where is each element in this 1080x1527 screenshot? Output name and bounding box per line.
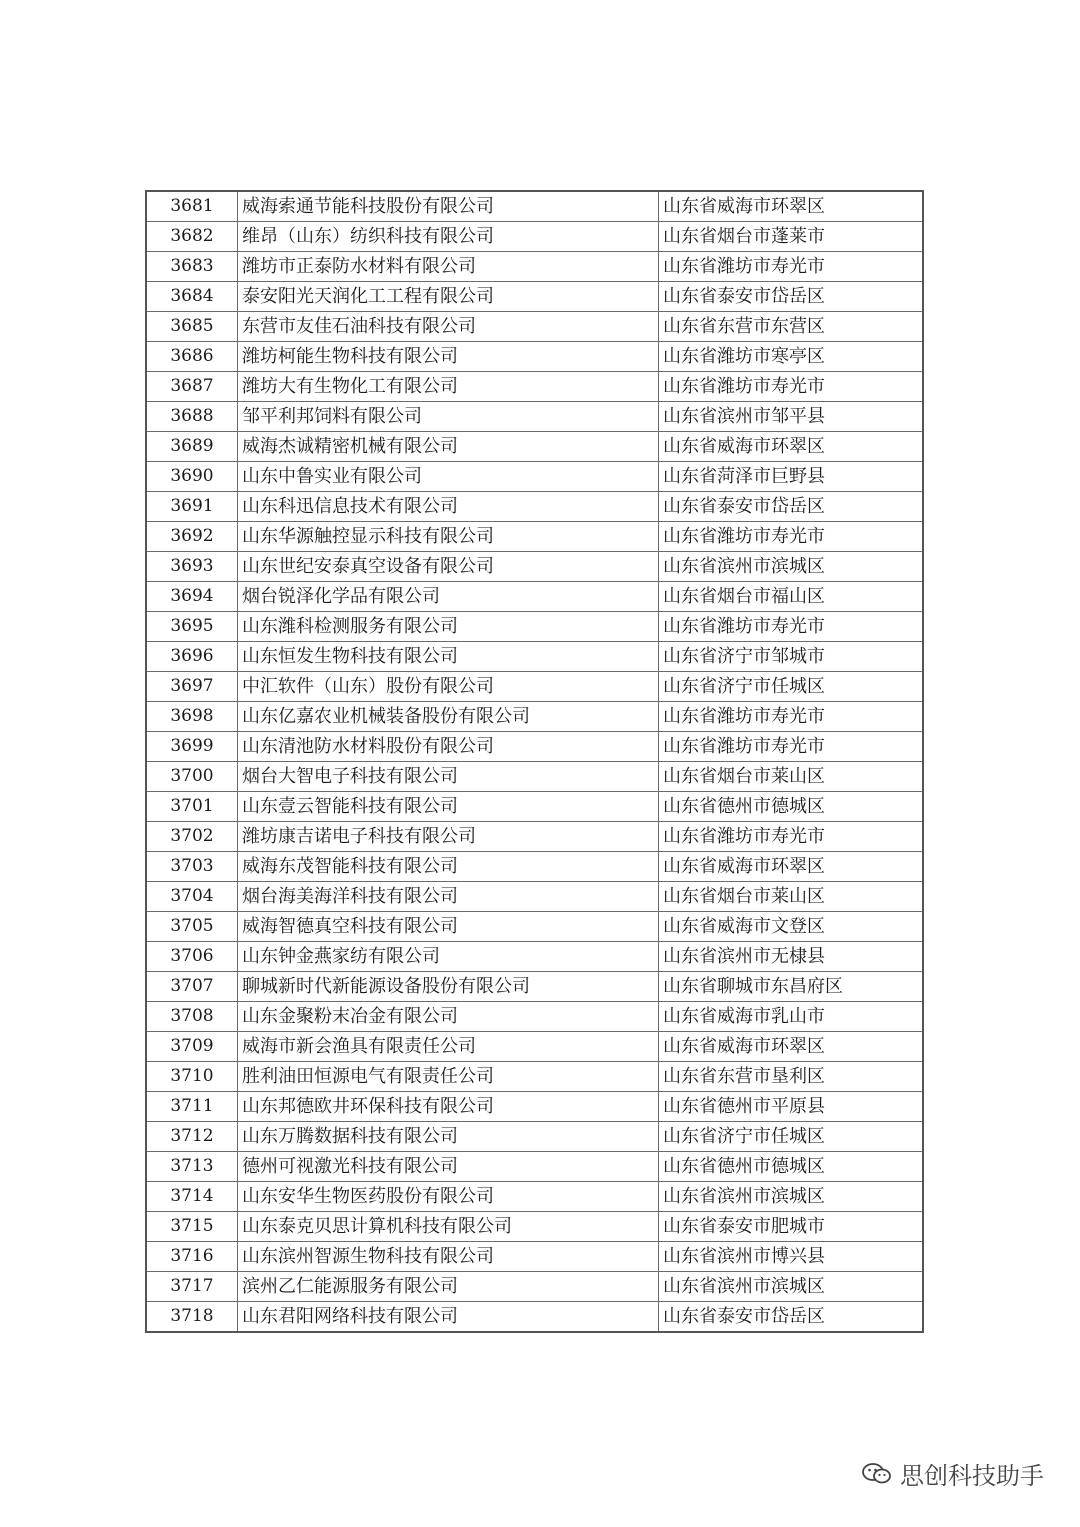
watermark: [862, 1456, 1044, 1491]
company-location: 山东省威海市文登区: [659, 912, 924, 942]
row-number: 3693: [146, 552, 238, 582]
company-name: 德州可视激光科技有限公司: [238, 1152, 659, 1182]
table-row: [146, 432, 923, 462]
company-location: 山东省泰安市岱岳区: [659, 282, 924, 312]
company-name: 维昂（山东）纺织科技有限公司: [238, 222, 659, 252]
company-location: 山东省烟台市莱山区: [659, 762, 924, 792]
row-number: 3689: [146, 432, 238, 462]
company-location: 山东省滨州市无棣县: [659, 942, 924, 972]
wechat-icon: [862, 1462, 892, 1486]
row-number: 3698: [146, 702, 238, 732]
table-row: [146, 882, 923, 912]
row-number: 3697: [146, 672, 238, 702]
company-location: 山东省泰安市肥城市: [659, 1212, 924, 1242]
table-row: [146, 732, 923, 762]
row-number: 3701: [146, 792, 238, 822]
row-number: 3681: [146, 191, 238, 222]
company-location: 山东省济宁市邹城市: [659, 642, 924, 672]
company-name: 烟台锐泽化学品有限公司: [238, 582, 659, 612]
table-row: [146, 1032, 923, 1062]
company-name: 烟台大智电子科技有限公司: [238, 762, 659, 792]
company-name: 潍坊柯能生物科技有限公司: [238, 342, 659, 372]
company-location: 山东省威海市乳山市: [659, 1002, 924, 1032]
row-number: 3696: [146, 642, 238, 672]
company-name: 山东科迅信息技术有限公司: [238, 492, 659, 522]
table-row: [146, 252, 923, 282]
company-location: 山东省威海市环翠区: [659, 432, 924, 462]
company-location: 山东省济宁市任城区: [659, 1122, 924, 1152]
table-row: [146, 342, 923, 372]
row-number: 3687: [146, 372, 238, 402]
row-number: 3715: [146, 1212, 238, 1242]
table-row: [146, 1182, 923, 1212]
row-number: 3682: [146, 222, 238, 252]
company-name: 山东亿嘉农业机械装备股份有限公司: [238, 702, 659, 732]
row-number: 3704: [146, 882, 238, 912]
row-number: 3691: [146, 492, 238, 522]
company-name: 山东泰克贝思计算机科技有限公司: [238, 1212, 659, 1242]
table-row: [146, 552, 923, 582]
company-name: 山东壹云智能科技有限公司: [238, 792, 659, 822]
row-number: 3690: [146, 462, 238, 492]
table-row: [146, 612, 923, 642]
company-location: 山东省济宁市任城区: [659, 672, 924, 702]
table-row: [146, 522, 923, 552]
table-row: [146, 672, 923, 702]
table-row: [146, 312, 923, 342]
table-row: [146, 1302, 923, 1333]
company-location: 山东省滨州市滨城区: [659, 1272, 924, 1302]
table-row: [146, 762, 923, 792]
table-row: [146, 402, 923, 432]
company-location: 山东省潍坊市寒亭区: [659, 342, 924, 372]
row-number: 3714: [146, 1182, 238, 1212]
company-name: 邹平利邦饲料有限公司: [238, 402, 659, 432]
table-row: [146, 282, 923, 312]
row-number: 3707: [146, 972, 238, 1002]
table-row: [146, 462, 923, 492]
table-row: [146, 942, 923, 972]
table-row: [146, 582, 923, 612]
row-number: 3695: [146, 612, 238, 642]
row-number: 3709: [146, 1032, 238, 1062]
table-row: [146, 972, 923, 1002]
company-name: 山东钟金燕家纺有限公司: [238, 942, 659, 972]
row-number: 3699: [146, 732, 238, 762]
company-name: 聊城新时代新能源设备股份有限公司: [238, 972, 659, 1002]
company-location: 山东省潍坊市寿光市: [659, 732, 924, 762]
company-name: 潍坊市正泰防水材料有限公司: [238, 252, 659, 282]
table-row: [146, 792, 923, 822]
company-location: 山东省烟台市福山区: [659, 582, 924, 612]
company-location: 山东省德州市德城区: [659, 792, 924, 822]
company-name: 山东中鲁实业有限公司: [238, 462, 659, 492]
company-location: 山东省德州市平原县: [659, 1092, 924, 1122]
table-row: [146, 1062, 923, 1092]
company-location: 山东省滨州市邹平县: [659, 402, 924, 432]
table-body: [146, 191, 923, 1332]
table-row: [146, 1002, 923, 1032]
company-name: 山东世纪安泰真空设备有限公司: [238, 552, 659, 582]
company-name: 中汇软件（山东）股份有限公司: [238, 672, 659, 702]
company-name: 山东潍科检测服务有限公司: [238, 612, 659, 642]
company-name: 威海智德真空科技有限公司: [238, 912, 659, 942]
row-number: 3684: [146, 282, 238, 312]
company-location: 山东省潍坊市寿光市: [659, 522, 924, 552]
company-location: 山东省德州市德城区: [659, 1152, 924, 1182]
row-number: 3717: [146, 1272, 238, 1302]
watermark-text: 思创科技助手: [900, 1462, 1044, 1490]
row-number: 3713: [146, 1152, 238, 1182]
row-number: 3703: [146, 852, 238, 882]
company-location: 山东省威海市环翠区: [659, 1032, 924, 1062]
company-location: 山东省烟台市莱山区: [659, 882, 924, 912]
company-location: 山东省东营市垦利区: [659, 1062, 924, 1092]
row-number: 3685: [146, 312, 238, 342]
table-row: [146, 1212, 923, 1242]
company-name: 东营市友佳石油科技有限公司: [238, 312, 659, 342]
company-location: 山东省聊城市东昌府区: [659, 972, 924, 1002]
company-name: 山东金聚粉末冶金有限公司: [238, 1002, 659, 1032]
company-name: 山东滨州智源生物科技有限公司: [238, 1242, 659, 1272]
row-number: 3692: [146, 522, 238, 552]
company-name: 山东君阳网络科技有限公司: [238, 1302, 659, 1333]
table-row: [146, 1092, 923, 1122]
table-row: [146, 1122, 923, 1152]
row-number: 3718: [146, 1302, 238, 1333]
table-row: [146, 642, 923, 672]
company-name: 山东安华生物医药股份有限公司: [238, 1182, 659, 1212]
row-number: 3694: [146, 582, 238, 612]
row-number: 3712: [146, 1122, 238, 1152]
row-number: 3688: [146, 402, 238, 432]
company-name: 威海东茂智能科技有限公司: [238, 852, 659, 882]
row-number: 3706: [146, 942, 238, 972]
row-number: 3705: [146, 912, 238, 942]
company-location: 山东省潍坊市寿光市: [659, 252, 924, 282]
company-name: 山东万腾数据科技有限公司: [238, 1122, 659, 1152]
company-location: 山东省东营市东营区: [659, 312, 924, 342]
company-name: 泰安阳光天润化工工程有限公司: [238, 282, 659, 312]
table-row: [146, 191, 923, 222]
company-name: 滨州乙仁能源服务有限公司: [238, 1272, 659, 1302]
company-name: 山东邦德欧井环保科技有限公司: [238, 1092, 659, 1122]
company-location: 山东省潍坊市寿光市: [659, 612, 924, 642]
table-row: [146, 702, 923, 732]
table-row: [146, 852, 923, 882]
table-row: [146, 222, 923, 252]
company-name: 威海杰诚精密机械有限公司: [238, 432, 659, 462]
table-row: [146, 492, 923, 522]
company-location: 山东省烟台市蓬莱市: [659, 222, 924, 252]
company-name: 潍坊康吉诺电子科技有限公司: [238, 822, 659, 852]
row-number: 3686: [146, 342, 238, 372]
company-name: 潍坊大有生物化工有限公司: [238, 372, 659, 402]
company-location: 山东省潍坊市寿光市: [659, 372, 924, 402]
company-location: 山东省威海市环翠区: [659, 191, 924, 222]
row-number: 3716: [146, 1242, 238, 1272]
company-table: [145, 190, 924, 1333]
company-location: 山东省泰安市岱岳区: [659, 492, 924, 522]
company-location: 山东省潍坊市寿光市: [659, 822, 924, 852]
table-row: [146, 372, 923, 402]
row-number: 3683: [146, 252, 238, 282]
company-name: 威海索通节能科技股份有限公司: [238, 191, 659, 222]
row-number: 3700: [146, 762, 238, 792]
row-number: 3711: [146, 1092, 238, 1122]
company-location: 山东省威海市环翠区: [659, 852, 924, 882]
company-name: 山东清池防水材料股份有限公司: [238, 732, 659, 762]
company-location: 山东省滨州市博兴县: [659, 1242, 924, 1272]
row-number: 3708: [146, 1002, 238, 1032]
company-name: 烟台海美海洋科技有限公司: [238, 882, 659, 912]
table-row: [146, 1242, 923, 1272]
row-number: 3710: [146, 1062, 238, 1092]
company-location: 山东省滨州市滨城区: [659, 552, 924, 582]
company-name: 山东恒发生物科技有限公司: [238, 642, 659, 672]
company-location: 山东省潍坊市寿光市: [659, 702, 924, 732]
company-name: 胜利油田恒源电气有限责任公司: [238, 1062, 659, 1092]
company-name: 山东华源触控显示科技有限公司: [238, 522, 659, 552]
company-location: 山东省菏泽市巨野县: [659, 462, 924, 492]
company-name: 威海市新会渔具有限责任公司: [238, 1032, 659, 1062]
table-row: [146, 1152, 923, 1182]
company-location: 山东省滨州市滨城区: [659, 1182, 924, 1212]
table-row: [146, 1272, 923, 1302]
company-location: 山东省泰安市岱岳区: [659, 1302, 924, 1333]
table-row: [146, 822, 923, 852]
row-number: 3702: [146, 822, 238, 852]
table-row: [146, 912, 923, 942]
